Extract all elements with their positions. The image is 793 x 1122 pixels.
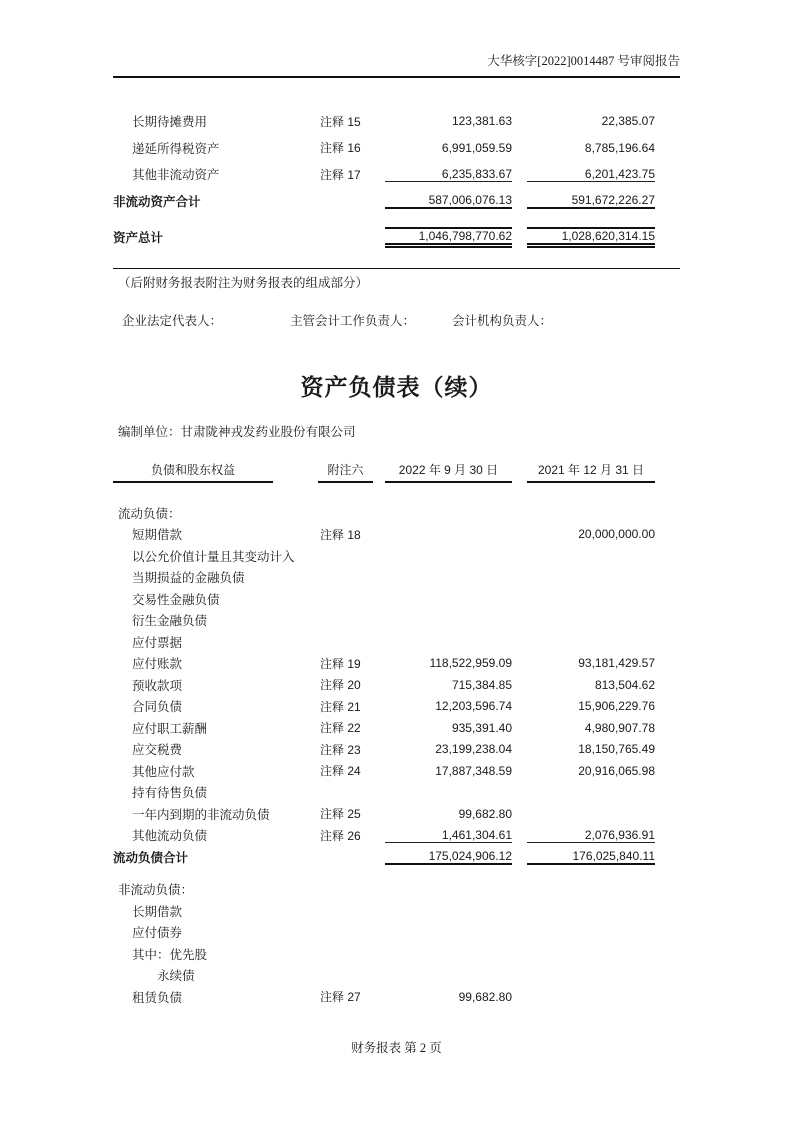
- header-spacer: [512, 461, 527, 483]
- value-2022: 99,682.80: [458, 989, 512, 1004]
- table-row: [113, 188, 680, 215]
- table-row: [113, 943, 680, 965]
- row-note-ref: 注释 18: [320, 527, 361, 542]
- value-2021: 4,980,907.78: [584, 720, 655, 735]
- asset-table: [113, 108, 680, 251]
- value-2022: 17,887,348.59: [435, 763, 512, 778]
- row-label: 流动负债合计: [113, 850, 189, 865]
- row-label: 递延所得税资产: [132, 141, 220, 156]
- value-2021: 2,076,936.91: [527, 828, 655, 843]
- row-label: 交易性金融负债: [132, 592, 220, 607]
- row-note-ref: 注释 22: [320, 721, 361, 736]
- value-2022: 6,991,059.59: [441, 140, 512, 155]
- table-row: [113, 653, 680, 675]
- row-note-ref: 注释 19: [320, 656, 361, 671]
- value-2022: 6,235,833.67: [385, 167, 512, 182]
- value-2021: 176,025,840.11: [527, 849, 655, 865]
- table-row: [113, 524, 680, 546]
- value-2022: 99,682.80: [458, 806, 512, 821]
- value-2022: 12,203,596.74: [435, 699, 512, 714]
- value-2021: 18,150,765.49: [578, 742, 655, 757]
- row-label: 流动负债：: [118, 506, 181, 521]
- row-label: 短期借款: [132, 528, 183, 543]
- value-2022: 1,046,798,770.62: [385, 227, 512, 248]
- table-row: [113, 900, 680, 922]
- notes-disclaimer: （后附财务报表附注为财务报表的组成部分）: [118, 276, 369, 290]
- row-label: 合同负债: [132, 700, 183, 715]
- row-label: 以公允价值计量且其变动计入: [132, 549, 295, 564]
- value-2021: 20,000,000.00: [578, 527, 655, 542]
- value-2022: 23,199,238.04: [435, 742, 512, 757]
- table-row: [113, 717, 680, 739]
- header-spacer: [273, 461, 318, 483]
- row-note-ref: 注释 26: [320, 828, 361, 843]
- table-row: [113, 108, 680, 135]
- table-row: [113, 631, 680, 653]
- spacer-row: [113, 868, 680, 879]
- value-2022: 118,522,959.09: [429, 656, 512, 671]
- table-row: [113, 965, 680, 987]
- row-label: 其他非流动资产: [132, 168, 220, 183]
- value-2021: 1,028,620,314.15: [527, 227, 655, 248]
- row-label: 衍生金融负债: [132, 614, 208, 629]
- table-row: [113, 846, 680, 868]
- value-2021: 93,181,429.57: [578, 656, 655, 671]
- row-label: 长期待摊费用: [132, 115, 208, 130]
- row-note-ref: 注释 15: [320, 114, 361, 129]
- table-row: [113, 760, 680, 782]
- row-note-ref: 注释 24: [320, 764, 361, 779]
- table-row: [113, 986, 680, 1008]
- legal-representative-label: 企业法定代表人：: [122, 314, 223, 328]
- value-2021: 591,672,226.27: [527, 193, 655, 209]
- header-rule: [113, 76, 680, 78]
- accounting-dept-label: 会计机构负责人：: [452, 314, 553, 328]
- column-header-2021: 2021 年 12 月 31 日: [527, 461, 655, 483]
- spacer-row: [113, 214, 680, 224]
- liability-table-header: [113, 461, 680, 483]
- page-footer: 财务报表 第 2 页: [351, 1041, 442, 1055]
- table-row: [113, 135, 680, 162]
- table-row: [113, 803, 680, 825]
- table-row: [113, 674, 680, 696]
- column-header-note: 附注六: [318, 461, 373, 483]
- value-2022: 123,381.63: [451, 114, 512, 129]
- value-2021: 6,201,423.75: [527, 167, 655, 182]
- row-note-ref: 注释 16: [320, 141, 361, 156]
- table-row: [113, 224, 680, 251]
- table-row: [113, 879, 680, 901]
- value-2021: 15,906,229.76: [578, 699, 655, 714]
- value-2021: 22,385.07: [601, 114, 655, 129]
- value-2021: 813,504.62: [594, 677, 655, 692]
- row-label: 永续债: [157, 969, 195, 984]
- row-note-ref: 注释 20: [320, 678, 361, 693]
- section-divider-rule: [113, 268, 680, 269]
- row-label: 应交税费: [132, 743, 183, 758]
- value-2022: 1,461,304.61: [385, 828, 512, 843]
- value-2022: 587,006,076.13: [385, 193, 512, 209]
- row-note-ref: 注释 21: [320, 699, 361, 714]
- row-label: 应付债券: [132, 926, 183, 941]
- row-label: 其他流动负债: [132, 829, 208, 844]
- row-label: 资产总计: [113, 231, 164, 246]
- table-row: [113, 739, 680, 761]
- table-row: [113, 588, 680, 610]
- prepared-by-line: 编制单位：甘肃陇神戎发药业股份有限公司: [118, 425, 356, 439]
- header-spacer: [373, 461, 385, 483]
- row-label: 非流动负债：: [118, 883, 194, 898]
- row-label: 其他应付款: [132, 764, 195, 779]
- column-header-item: 负债和股东权益: [113, 461, 273, 483]
- table-row: [113, 782, 680, 804]
- signature-line: [113, 313, 680, 331]
- value-2022: 715,384.85: [451, 677, 512, 692]
- row-note-ref: 注释 23: [320, 742, 361, 757]
- value-2022: 175,024,906.12: [385, 849, 512, 865]
- row-label: 当期损益的金融负债: [132, 571, 245, 586]
- report-number: 大华核字[2022]0014487 号审阅报告: [487, 54, 680, 68]
- value-2021: 20,916,065.98: [578, 763, 655, 778]
- table-row: [113, 696, 680, 718]
- row-label: 其中：优先股: [132, 947, 208, 962]
- row-label: 持有待售负债: [132, 786, 208, 801]
- table-row: [113, 825, 680, 847]
- table-row: [113, 545, 680, 567]
- row-label: 一年内到期的非流动负债: [132, 807, 270, 822]
- row-note-ref: 注释 17: [320, 167, 361, 182]
- row-label: 租赁负债: [132, 990, 183, 1005]
- row-label: 应付职工薪酬: [132, 721, 208, 736]
- column-header-2022: 2022 年 9 月 30 日: [385, 461, 512, 483]
- value-2022: 935,391.40: [451, 720, 512, 735]
- row-label: 应付票据: [132, 635, 183, 650]
- row-note-ref: 注释 25: [320, 807, 361, 822]
- chief-accountant-label: 主管会计工作负责人：: [290, 314, 416, 328]
- liability-table: [113, 502, 680, 1008]
- row-label: 应付账款: [132, 657, 183, 672]
- table-row: [113, 161, 680, 188]
- row-label: 长期借款: [132, 904, 183, 919]
- balance-sheet-title: 资产负债表（续）: [300, 375, 493, 400]
- table-row: [113, 610, 680, 632]
- row-label: 非流动资产合计: [113, 194, 201, 209]
- table-row: [113, 922, 680, 944]
- row-label: 预收款项: [132, 678, 183, 693]
- value-2021: 8,785,196.64: [584, 140, 655, 155]
- table-row: [113, 502, 680, 524]
- row-note-ref: 注释 27: [320, 990, 361, 1005]
- table-row: [113, 567, 680, 589]
